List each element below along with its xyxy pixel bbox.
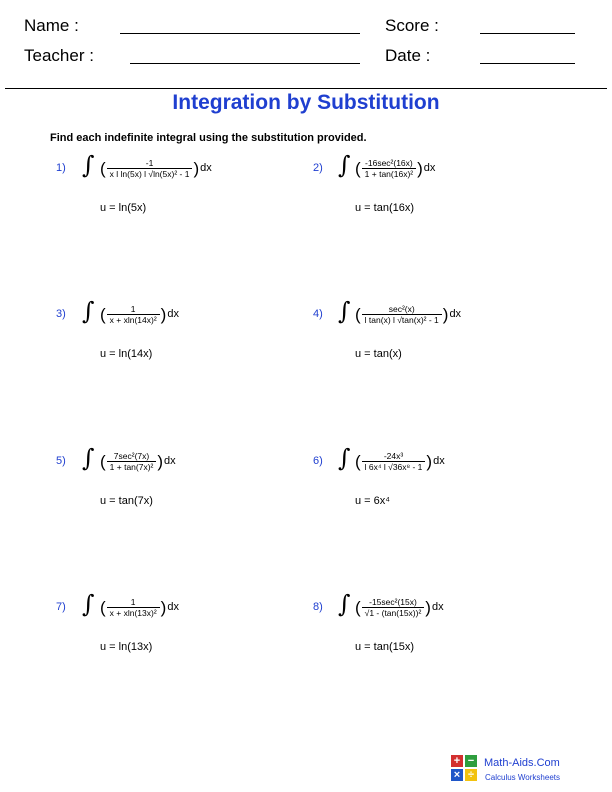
- problem-number: 7): [56, 601, 66, 613]
- numerator: 1: [130, 596, 136, 607]
- problem-number: 4): [313, 308, 323, 320]
- brand-subtitle: Calculus Worksheets: [485, 773, 560, 782]
- problem-number: 6): [313, 455, 323, 467]
- substitution: u = tan(16x): [355, 202, 415, 214]
- right-paren: ): [193, 158, 200, 178]
- numerator: 7sec²(7x): [113, 450, 150, 461]
- integral-sign-icon: ∫: [338, 444, 351, 472]
- fraction: [107, 451, 157, 472]
- substitution: u = ln(14x): [100, 348, 153, 360]
- fraction: [362, 451, 426, 472]
- numerator: -15sec²(15x): [369, 596, 417, 607]
- differential: dx: [200, 162, 212, 174]
- fraction: [362, 304, 442, 325]
- fraction: [107, 304, 160, 325]
- problem-number: 2): [313, 162, 323, 174]
- denominator: x + xln(13x)²: [107, 607, 160, 618]
- integral-sign-icon: ∫: [82, 444, 95, 472]
- divide-icon: ÷: [465, 769, 477, 781]
- numerator: 1: [130, 303, 136, 314]
- left-paren: (: [100, 304, 106, 324]
- times-icon: ×: [451, 769, 463, 781]
- right-paren: ): [426, 451, 433, 471]
- integrand-expression: [100, 587, 179, 627]
- integral-sign-icon: ∫: [82, 590, 95, 618]
- denominator: x + xln(14x)²: [107, 314, 160, 325]
- differential: dx: [164, 455, 176, 467]
- integrand-expression: [100, 148, 212, 188]
- score-field-line[interactable]: [480, 33, 575, 34]
- substitution: u = tan(15x): [355, 641, 415, 653]
- left-paren: (: [100, 158, 106, 178]
- problem-number: 3): [56, 308, 66, 320]
- integrand-expression: [355, 587, 444, 627]
- integrand-expression: [355, 148, 435, 188]
- header-divider: [5, 88, 607, 89]
- name-field-line[interactable]: [120, 33, 360, 34]
- numerator: -1: [145, 157, 154, 168]
- right-paren: ): [425, 597, 431, 617]
- teacher-field-line[interactable]: [130, 63, 360, 64]
- right-paren: ): [160, 304, 167, 324]
- substitution: u = ln(13x): [100, 641, 153, 653]
- teacher-label: Teacher :: [24, 46, 94, 65]
- denominator: l 6x⁴ l √36x⁸ - 1: [362, 461, 426, 472]
- denominator: l tan(x) l √tan(x)² - 1: [362, 314, 442, 325]
- differential: dx: [167, 601, 179, 613]
- denominator: x l ln(5x) l √ln(5x)² - 1: [107, 168, 193, 179]
- left-paren: (: [355, 597, 361, 617]
- differential: dx: [431, 601, 444, 613]
- substitution: u = 6x⁴: [355, 495, 390, 507]
- instructions: Find each indefinite integral using the substitution provided.: [50, 132, 367, 144]
- problem-number: 5): [56, 455, 66, 467]
- integrand-expression: [355, 294, 461, 334]
- substitution: u = ln(5x): [100, 202, 147, 214]
- minus-icon: −: [465, 755, 477, 767]
- integral-sign-icon: ∫: [338, 297, 351, 325]
- numerator: sec²(x): [388, 303, 415, 314]
- problem-number: 8): [313, 601, 323, 613]
- denominator: 1 + tan(16x)²: [362, 168, 416, 179]
- score-label: Score :: [385, 16, 439, 35]
- integrand-expression: [355, 441, 445, 481]
- numerator: -24x³: [383, 450, 404, 461]
- integral-sign-icon: ∫: [338, 151, 351, 179]
- left-paren: (: [355, 451, 361, 471]
- plus-icon: +: [451, 755, 463, 767]
- right-paren: ): [160, 597, 167, 617]
- differential: dx: [167, 308, 179, 320]
- page-title: Integration by Substitution: [172, 91, 440, 114]
- left-paren: (: [100, 451, 106, 471]
- fraction: [362, 597, 425, 618]
- integral-sign-icon: ∫: [338, 590, 351, 618]
- substitution: u = tan(x): [355, 348, 402, 360]
- differential: dx: [449, 308, 462, 320]
- differential: dx: [433, 455, 445, 467]
- name-label: Name :: [24, 16, 79, 35]
- integrand-expression: [100, 294, 179, 334]
- left-paren: (: [355, 304, 361, 324]
- integral-sign-icon: ∫: [82, 297, 95, 325]
- integral-sign-icon: ∫: [82, 151, 95, 179]
- denominator: √1 - (tan(15x))²: [362, 607, 425, 618]
- fraction: [107, 597, 160, 618]
- math-aids-logo: [451, 755, 477, 781]
- left-paren: (: [355, 158, 361, 178]
- date-field-line[interactable]: [480, 63, 575, 64]
- substitution: u = tan(7x): [100, 495, 153, 507]
- problem-number: 1): [56, 162, 66, 174]
- denominator: 1 + tan(7x)²: [107, 461, 157, 472]
- left-paren: (: [100, 597, 106, 617]
- fraction: [107, 158, 193, 179]
- right-paren: ): [417, 158, 423, 178]
- integrand-expression: [100, 441, 176, 481]
- right-paren: ): [442, 304, 449, 324]
- right-paren: ): [157, 451, 164, 471]
- brand-name[interactable]: Math-Aids.Com: [484, 757, 560, 769]
- fraction: [362, 158, 416, 179]
- date-label: Date :: [385, 46, 431, 65]
- numerator: -16sec²(16x): [365, 157, 413, 168]
- differential: dx: [423, 162, 436, 174]
